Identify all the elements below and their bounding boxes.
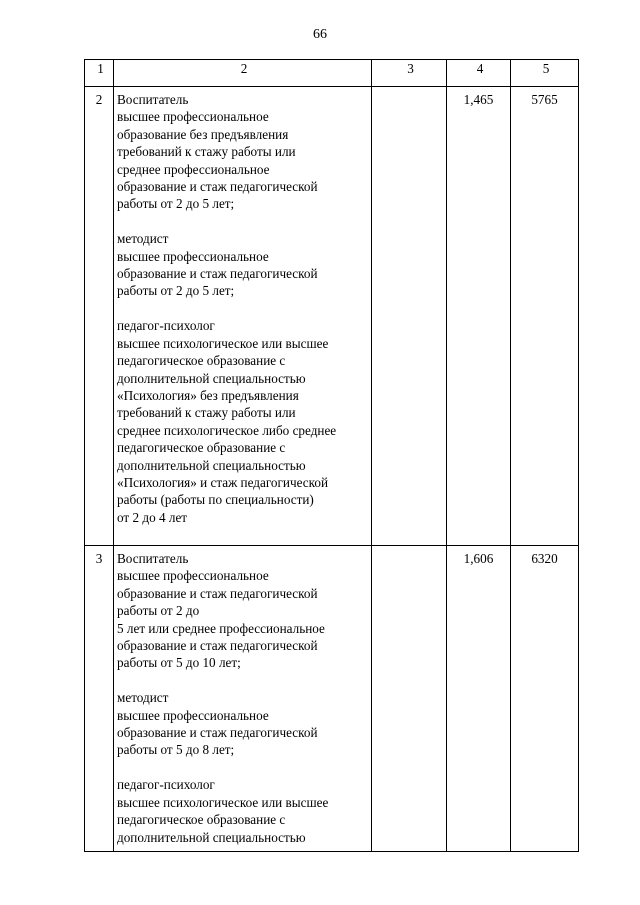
amount-value: 6320: [531, 551, 558, 566]
page-number: 66: [313, 27, 327, 42]
column-header: 1: [85, 60, 114, 87]
column-3-value: [372, 546, 446, 550]
description-cell: [114, 87, 372, 546]
row-number-cell: [85, 87, 114, 546]
amount-cell: [511, 546, 579, 852]
column-header: 2: [114, 60, 372, 87]
row-number-cell: [85, 546, 114, 852]
table-row: [85, 546, 579, 852]
column-header: 4: [447, 60, 511, 87]
coefficient-value: 1,465: [463, 92, 494, 107]
coefficient-value: 1,606: [463, 551, 494, 566]
row-number: 3: [95, 551, 103, 566]
column-3-cell: [372, 546, 447, 852]
description-cell: [114, 546, 372, 852]
column-header: 5: [511, 60, 579, 87]
table-row: [85, 87, 579, 546]
table-header-row: [85, 60, 579, 87]
column-header: 3: [372, 60, 447, 87]
position-requirements: Воспитатель высшее профессиональное образование без предъявления требований к стажу работы или среднее профессиональное образование и стаж педагогической работы от 2 до 5 лет; методист высшее профессиональное образование и стаж педагогической работы от 2 до 5 лет; педагог-психолог высшее психологическое или высшее педагогическое образование с дополнительной специальностью «Психология» без предъявления требований к стажу работы или среднее психологическое либо среднее педагогическое образование с дополнительной специальностью «Психология» и стаж педагогической работы (работы по специальности) от 2 до 4 лет: [117, 92, 337, 525]
coefficient-cell: [447, 546, 511, 852]
coefficient-cell: [447, 87, 511, 546]
amount-value: 5765: [531, 92, 558, 107]
amount-cell: [511, 87, 579, 546]
column-3-cell: [372, 87, 447, 546]
salary-table: [84, 59, 579, 852]
position-requirements: Воспитатель высшее профессиональное образование и стаж педагогической работы от 2 до 5 лет или среднее профессиональное образование и стаж педагогической работы от 5 до 10 лет; методист высшее профессиональное образование и стаж педагогической работы от 5 до 8 лет; педагог-психолог высшее психологическое или высшее педагогическое образование с дополнительной специальностью: [117, 551, 329, 845]
column-3-value: [372, 87, 446, 91]
row-number: 2: [95, 92, 103, 107]
